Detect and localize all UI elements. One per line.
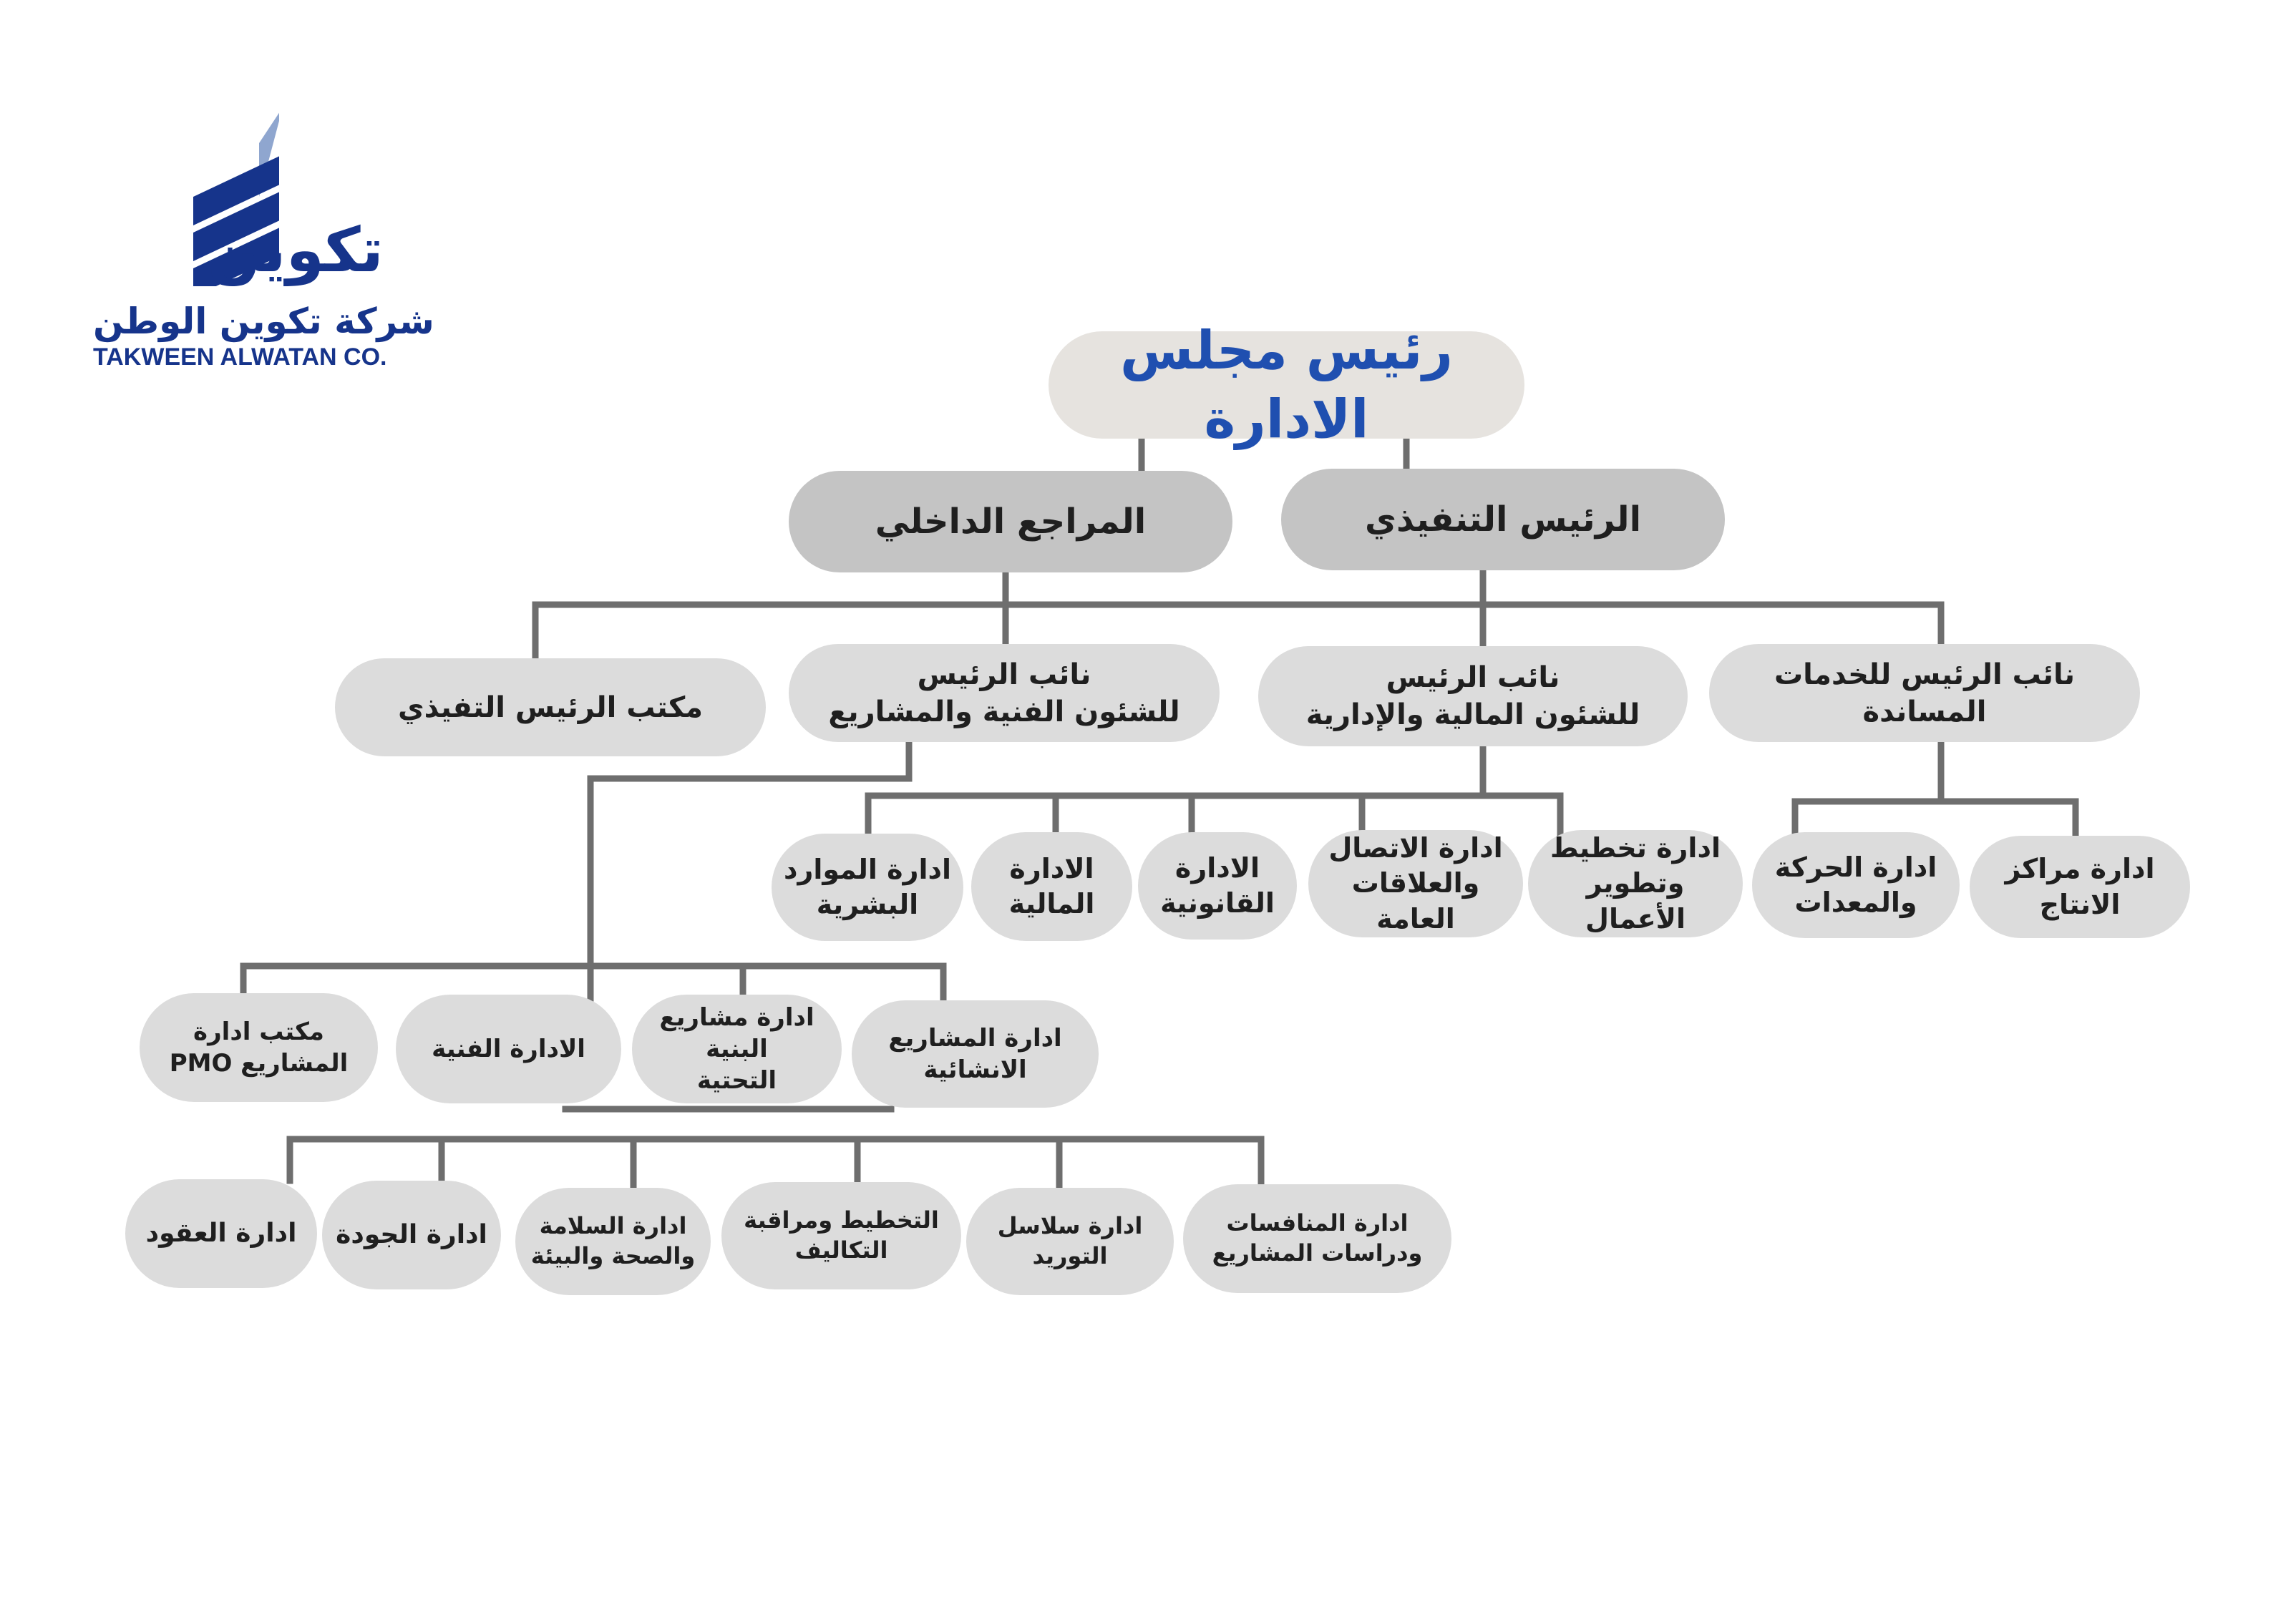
cost-control-node: التخطيط ومراقبة التكاليف	[721, 1182, 961, 1289]
hse-dept-node: ادارة السلامة والصحة والبيئة	[515, 1188, 711, 1295]
logo-company-en: TAKWEEN ALWATAN CO.	[93, 343, 387, 371]
hr-dept-node: ادارة الموارد البشرية	[772, 834, 963, 941]
construction-projects-node: ادارة المشاريع الانشائية	[852, 1000, 1099, 1108]
infrastructure-projects-node: ادارة مشاريع البنية التحتية	[632, 995, 842, 1103]
vp-technical-projects-node: نائب الرئيس للشئون الفنية والمشاريع	[789, 644, 1220, 742]
communication-pr-node: ادارة الاتصال والعلاقات العامة	[1308, 830, 1523, 937]
company-logo	[86, 107, 434, 379]
vp-finance-admin-node: نائب الرئيس للشئون المالية والإدارية	[1258, 646, 1688, 746]
ceo-node: الرئيس التنفيذي	[1281, 469, 1725, 570]
internal-audit-node: المراجع الداخلي	[789, 471, 1232, 572]
business-planning-node: ادارة تخطيط وتطوير الأعمال	[1528, 830, 1743, 937]
contracts-dept-node: ادارة العقود	[125, 1179, 317, 1288]
legal-dept-node: الادارة القانونية	[1138, 832, 1297, 940]
financial-dept-node: الادارة المالية	[971, 832, 1132, 941]
pmo-node: مكتب ادارة المشاريع PMO	[140, 993, 378, 1102]
tenders-studies-node: ادارة المنافسات ودراسات المشاريع	[1183, 1184, 1451, 1293]
board-chairman-node: رئيس مجلس الادارة	[1049, 331, 1524, 439]
technical-dept-node: الادارة الفنية	[396, 995, 621, 1103]
ceo-office-node: مكتب الرئيس التفيذي	[335, 658, 766, 756]
logo-company-ar: شركة تكوين الوطن	[93, 301, 434, 342]
transport-equipment-node: ادارة الحركة والمعدات	[1752, 832, 1960, 938]
supply-chain-node: ادارة سلاسل التوريد	[966, 1188, 1174, 1295]
production-centers-node: ادارة مراكز الانتاج	[1970, 836, 2190, 938]
logo-name-ar: تكوين	[208, 215, 384, 286]
quality-dept-node: ادارة الجودة	[322, 1181, 501, 1289]
vp-support-services-node: نائب الرئيس للخدمات المساندة	[1709, 644, 2140, 742]
